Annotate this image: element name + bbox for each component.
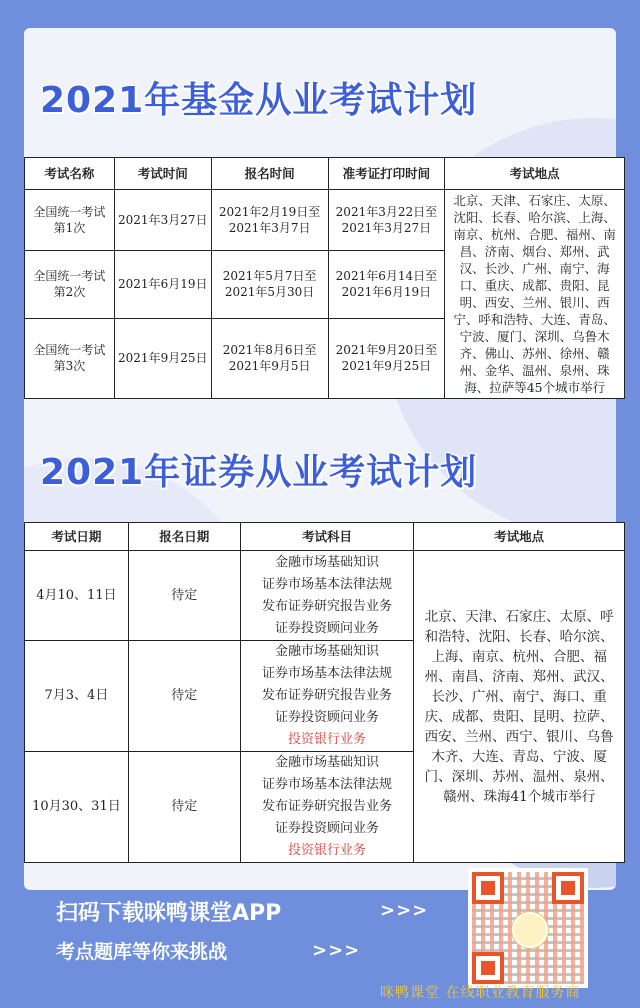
registration-cell: 待定 — [128, 551, 240, 641]
subject-item: 证券市场基本法律法规 — [261, 666, 392, 681]
exam-name-cell: 全国统一考试 第2次 — [25, 251, 115, 319]
header-cell: 考试地点 — [414, 523, 625, 551]
subject-item: 证券市场基本法律法规 — [261, 777, 392, 792]
header-cell: 考试科目 — [240, 523, 414, 551]
exam-date-cell: 2021年9月25日 — [114, 318, 211, 398]
subject-item: 证券市场基本法律法规 — [261, 576, 392, 592]
print-cell: 2021年9月20日至 2021年9月25日 — [328, 318, 445, 398]
table-row — [25, 551, 625, 641]
registration-cell: 待定 — [128, 641, 240, 752]
print-cell: 2021年3月22日至 2021年3月27日 — [328, 190, 445, 251]
exam-locations-cell: 北京、天津、石家庄、太原、呼和浩特、沈阳、长春、哈尔滨、上海、南京、杭州、合肥、福州、南昌、济南、郑州、武汉、长沙、广州、南宁、海口、重庆、成都、贵阳、昆明、拉萨、西安、兰州、西宁、银川、乌鲁木齐、大连、青岛、宁波、厦门、深圳、苏州、温州、泉州、赣州、珠海41个城市举行 — [414, 551, 625, 863]
securities-plan-title: 2021年证券从业考试计划 — [40, 452, 478, 493]
header-cell: 考试日期 — [25, 523, 129, 551]
subjects-cell — [240, 551, 414, 641]
qr-code[interactable] — [468, 868, 588, 988]
exam-date-cell: 7月3、4日 — [25, 641, 129, 752]
subject-item: 证券投资顾问业务 — [274, 821, 379, 836]
footer-brand: 咪鸭课堂 在线职业教育服务商 — [380, 985, 581, 1001]
subject-item-highlight: 投资银行业务 — [287, 843, 366, 858]
download-app-cta: 扫码下载咪鸭课堂APP — [56, 901, 282, 926]
subject-item: 发布证券研究报告业务 — [261, 688, 392, 703]
header-cell: 报名日期 — [128, 523, 240, 551]
table-header-row — [25, 523, 625, 551]
header-cell: 报名时间 — [211, 158, 328, 190]
print-cell: 2021年6月14日至 2021年6月19日 — [328, 251, 445, 319]
fund-exam-table — [24, 157, 625, 399]
qr-finder — [552, 872, 584, 904]
qr-finder — [472, 952, 504, 984]
exam-name-cell: 全国统一考试 第3次 — [25, 318, 115, 398]
subject-item: 发布证券研究报告业务 — [261, 799, 392, 814]
exam-locations-cell: 北京、天津、石家庄、太原、沈阳、长春、哈尔滨、上海、南京、杭州、合肥、福州、南昌、济南、烟台、郑州、武汉、长沙、广州、南宁、海口、重庆、成都、贵阳、昆明、西安、兰州、银川、西宁、呼和浩特、大连、青岛、宁波、厦门、深圳、乌鲁木齐、佛山、苏州、徐州、赣州、金华、温州、泉州、珠海、拉萨等45个城市举行 — [445, 190, 625, 399]
fund-plan-title: 2021年基金从业考试计划 — [40, 80, 478, 121]
subject-item: 金融市场基础知识 — [274, 644, 379, 659]
registration-cell: 2021年2月19日至 2021年3月7日 — [211, 190, 328, 251]
duck-logo-icon — [512, 912, 548, 948]
exam-date-cell: 2021年6月19日 — [114, 251, 211, 319]
registration-cell: 2021年5月7日至 2021年5月30日 — [211, 251, 328, 319]
registration-cell: 2021年8月6日至 2021年9月5日 — [211, 318, 328, 398]
header-cell: 准考证打印时间 — [328, 158, 445, 190]
subject-item: 金融市场基础知识 — [274, 755, 379, 770]
exam-name-cell: 全国统一考试 第1次 — [25, 190, 115, 251]
header-cell: 考试地点 — [445, 158, 625, 190]
qr-finder — [472, 872, 504, 904]
header-cell: 考试时间 — [114, 158, 211, 190]
subject-item: 发布证券研究报告业务 — [261, 598, 392, 614]
subject-item-highlight: 投资银行业务 — [287, 732, 366, 747]
securities-exam-table — [24, 522, 625, 863]
exam-date-cell: 4月10、11日 — [25, 551, 129, 641]
header-cell: 考试名称 — [25, 158, 115, 190]
table-header-row — [25, 158, 625, 190]
table-row — [25, 190, 625, 251]
arrow-right-icon: >>> — [312, 940, 361, 961]
subject-item: 证券投资顾问业务 — [274, 710, 379, 725]
subject-item: 金融市场基础知识 — [274, 554, 379, 570]
exam-date-cell: 10月30、31日 — [25, 752, 129, 863]
subjects-cell — [240, 641, 414, 752]
exam-date-cell: 2021年3月27日 — [114, 190, 211, 251]
registration-cell: 待定 — [128, 752, 240, 863]
challenge-cta: 考点题库等你来挑战 — [56, 941, 228, 963]
subject-item: 证券投资顾问业务 — [274, 620, 379, 636]
subjects-cell — [240, 752, 414, 863]
arrow-right-icon: >>> — [380, 900, 429, 921]
